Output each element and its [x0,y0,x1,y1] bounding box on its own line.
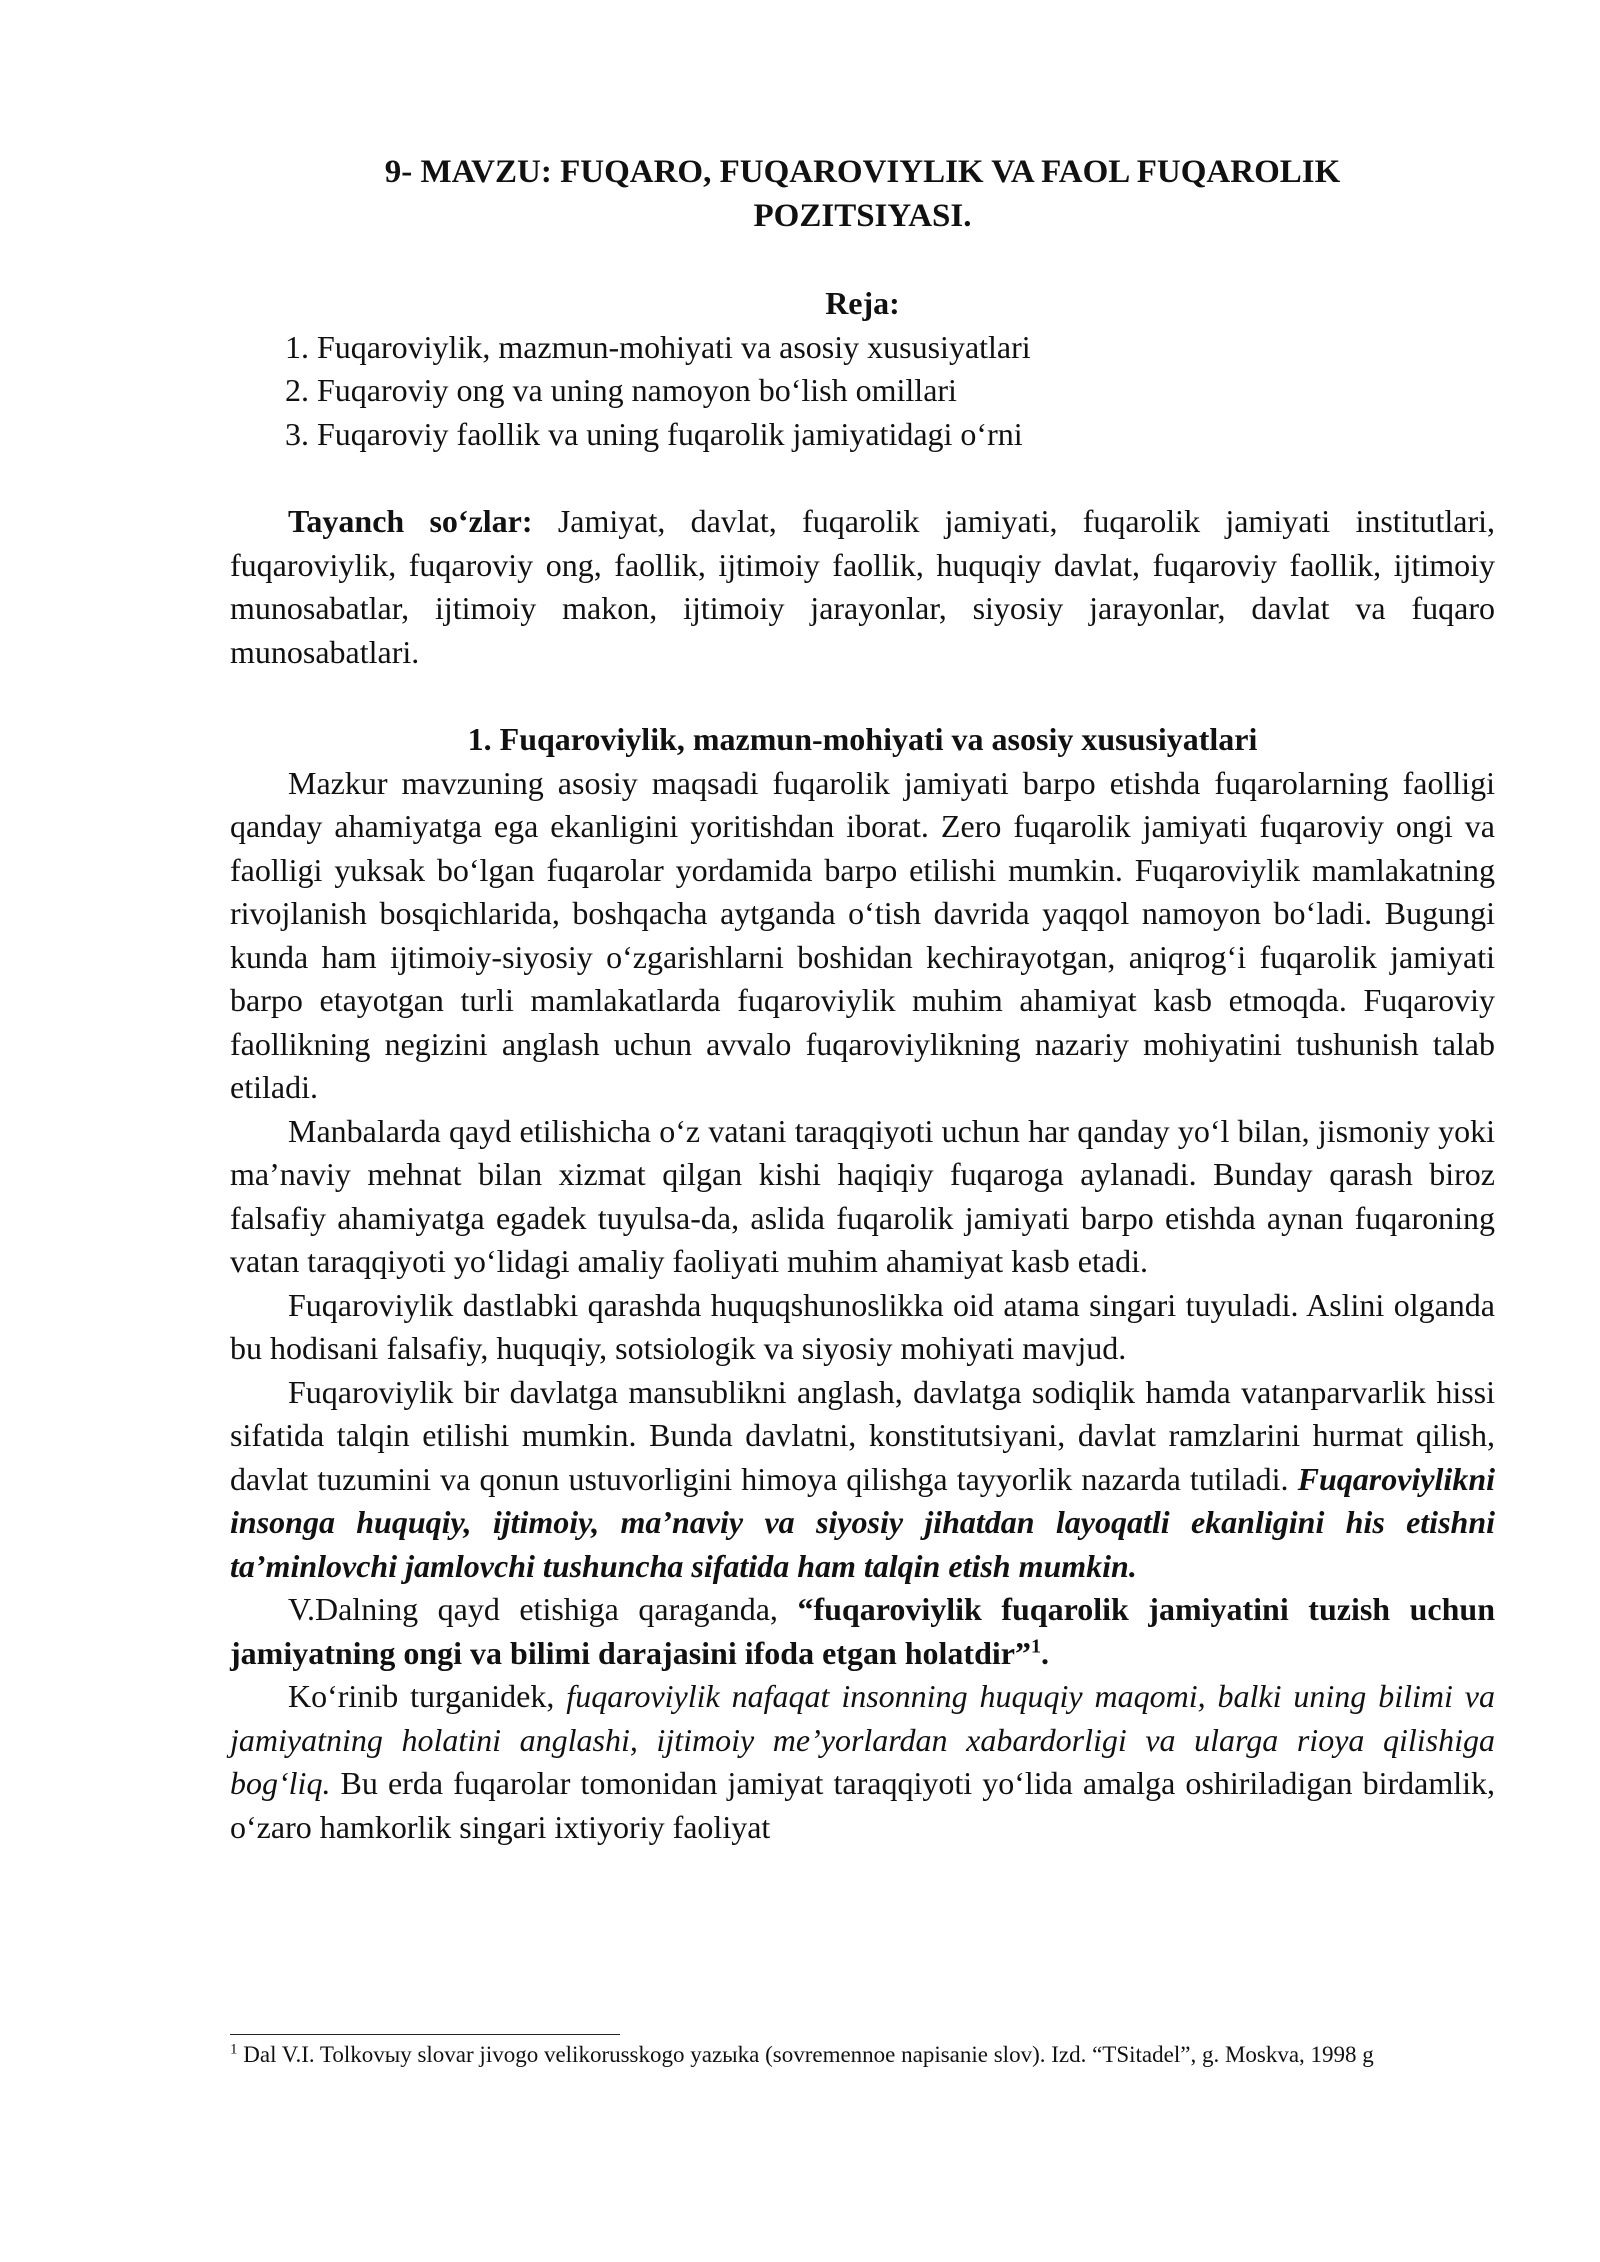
paragraph-4-text: Fuqaroviylik bir davlatga mansublikni anglash, davlatga sodiqlik hamda vatanparvarlik hissi sifatida talqin etilishi mumkin. Bunda davlatni, konstitutsiyani, davlat ramzlarini hurmat qilish, davlat tuzumini va qonun ustuvorligini himoya qilishga tayyorlik nazarda tutiladi. [230,1373,1495,1497]
paragraph-5-end: . [1040,1634,1049,1671]
plan-list [230,326,1495,457]
plan-item: 3. Fuqaroviy faollik va uning fuqarolik jamiyatidagi o‘rni [285,415,1023,452]
plan-item: 1. Fuqaroviylik, mazmun-mohiyati va asosiy xususiyatlari [285,328,1031,365]
title-line-2: POZITSIYASI. [753,198,972,234]
plan-item: 2. Fuqaroviy ong va uning namoyon bo‘lish omillari [285,372,957,408]
paragraph-1: Mazkur mavzuning asosiy maqsadi fuqarolik jamiyati barpo etishda fuqarolarning faolligi qanday ahamiyatga ega ekanligini yoritishdan iborat. Zero fuqarolik jamiyati fuqaroviy ongi va faolligi yuksak bo‘lgan fuqarolar yordamida barpo etilishi mumkin. Fuqaroviylik mamlakatning rivojlanish bosqichlarida, boshqacha aytganda o‘tish davrida yaqqol namoyon bo‘ladi. Bugungi kunda ham ijtimoiy-siyosiy o‘zgarishlarni boshidan kechirayotgan, aniqrog‘i fuqarolik jamiyati barpo etayotgan turli mamlakatlarda fuqaroviylik muhim ahamiyat kasb etmoqda. Fuqaroviy faollikning negizini anglash uchun avvalo fuqaroviylikning nazariy mohiyatini tushunish talab etiladi. [230,764,1495,1105]
section-heading: 1. Fuqaroviylik, mazmun-mohiyati va asosiy xususiyatlari [467,721,1258,757]
footnote-divider [230,2034,620,2035]
keywords-text: Jamiyat, davlat, fuqarolik jamiyati, fuqarolik jamiyati institutlari, fuqaroviylik, fuqaroviy ong, faollik, ijtimoiy faollik, huquqiy davlat, fuqaroviy faollik, ijtimoiy munosabatlar, ijtimoiy makon, ijtimoiy jarayonlar, siyosiy jarayonlar, davlat va fuqaro munosabatlari. [230,503,1496,670]
page-title [230,150,1495,238]
paragraph-6 [230,1675,1495,1849]
footnote-reference[interactable]: 1 [1030,1634,1041,1657]
paragraph-6-text: Ko‘rinib turganidek, [288,1678,567,1714]
title-line-1: 9- MAVZU: FUQARO, FUQAROVIYLIK VA FAOL FUQAROLIK [384,154,1341,190]
paragraph-4-emphasis: Fuqaroviylikni insonga huquqiy, ijtimoiy, ma’naviy va siyosiy jihatdan layoqatli ekanligini his etishni ta’minlovchi jamlovchi tushuncha sifatida ham talqin etish mumkin. [230,1460,1495,1584]
plan-heading: Reja: [825,285,900,321]
paragraph-5-quote: “fuqaroviylik fuqarolik jamiyatini tuzish uchun jamiyatning ongi va bilimi darajasini ifoda etgan holatdir” [230,1591,1496,1671]
paragraph-6-italic: fuqaroviylik nafaqat insonning huquqiy maqomi, balki uning bilimi va jamiyatning holatini anglashi, ijtimoiy me’yorlardan xabardorligi va ularga rioya qilishiga bog‘liq. [230,1678,1496,1801]
paragraph-2: Manbalarda qayd etilishicha o‘z vatani taraqqiyoti uchun har qanday yo‘l bilan, jismoniy yoki ma’naviy mehnat bilan xizmat qilgan kishi haqiqiy fuqaroga aylanadi. Bunday qarash biroz falsafiy ahamiyatga egadek tuyulsa-da, aslida fuqarolik jamiyati barpo etishda aynan fuqaroning vatan taraqqiyoti yo‘lidagi amaliy faoliyati muhim ahamiyat kasb etadi. [230,1112,1495,1279]
footnote [230,2040,1495,2070]
paragraph-4 [230,1371,1495,1589]
paragraph-5 [230,1588,1495,1675]
paragraph-5-text: V.Dalning qayd etishiga qaraganda, [288,1591,798,1627]
keywords-label: Tayanch so‘zlar: [288,503,533,539]
paragraph-6-rest: Bu erda fuqarolar tomonidan jamiyat taraqqiyoti yo‘lida amalga oshiriladigan birdamlik, o‘zaro hamkorlik singari ixtiyoriy faoliyat [230,1765,1495,1845]
document-page [230,150,1495,1849]
footnote-text: Dal V.I. Tolkovыy slovar jivogo velikorusskogo yazыka (sovremennoe napisanie slov). Izd. “TSitadel”, g. Moskva, 1998 g [237,2042,1374,2067]
paragraph-3: Fuqaroviylik dastlabki qarashda huquqshunoslikka oid atama singari tuyuladi. Aslini olganda bu hodisani falsafiy, huquqiy, sotsiologik va siyosiy mohiyati mavjud. [230,1286,1495,1366]
keywords-paragraph [230,500,1495,674]
footnote-marker: 1 [230,2041,238,2058]
